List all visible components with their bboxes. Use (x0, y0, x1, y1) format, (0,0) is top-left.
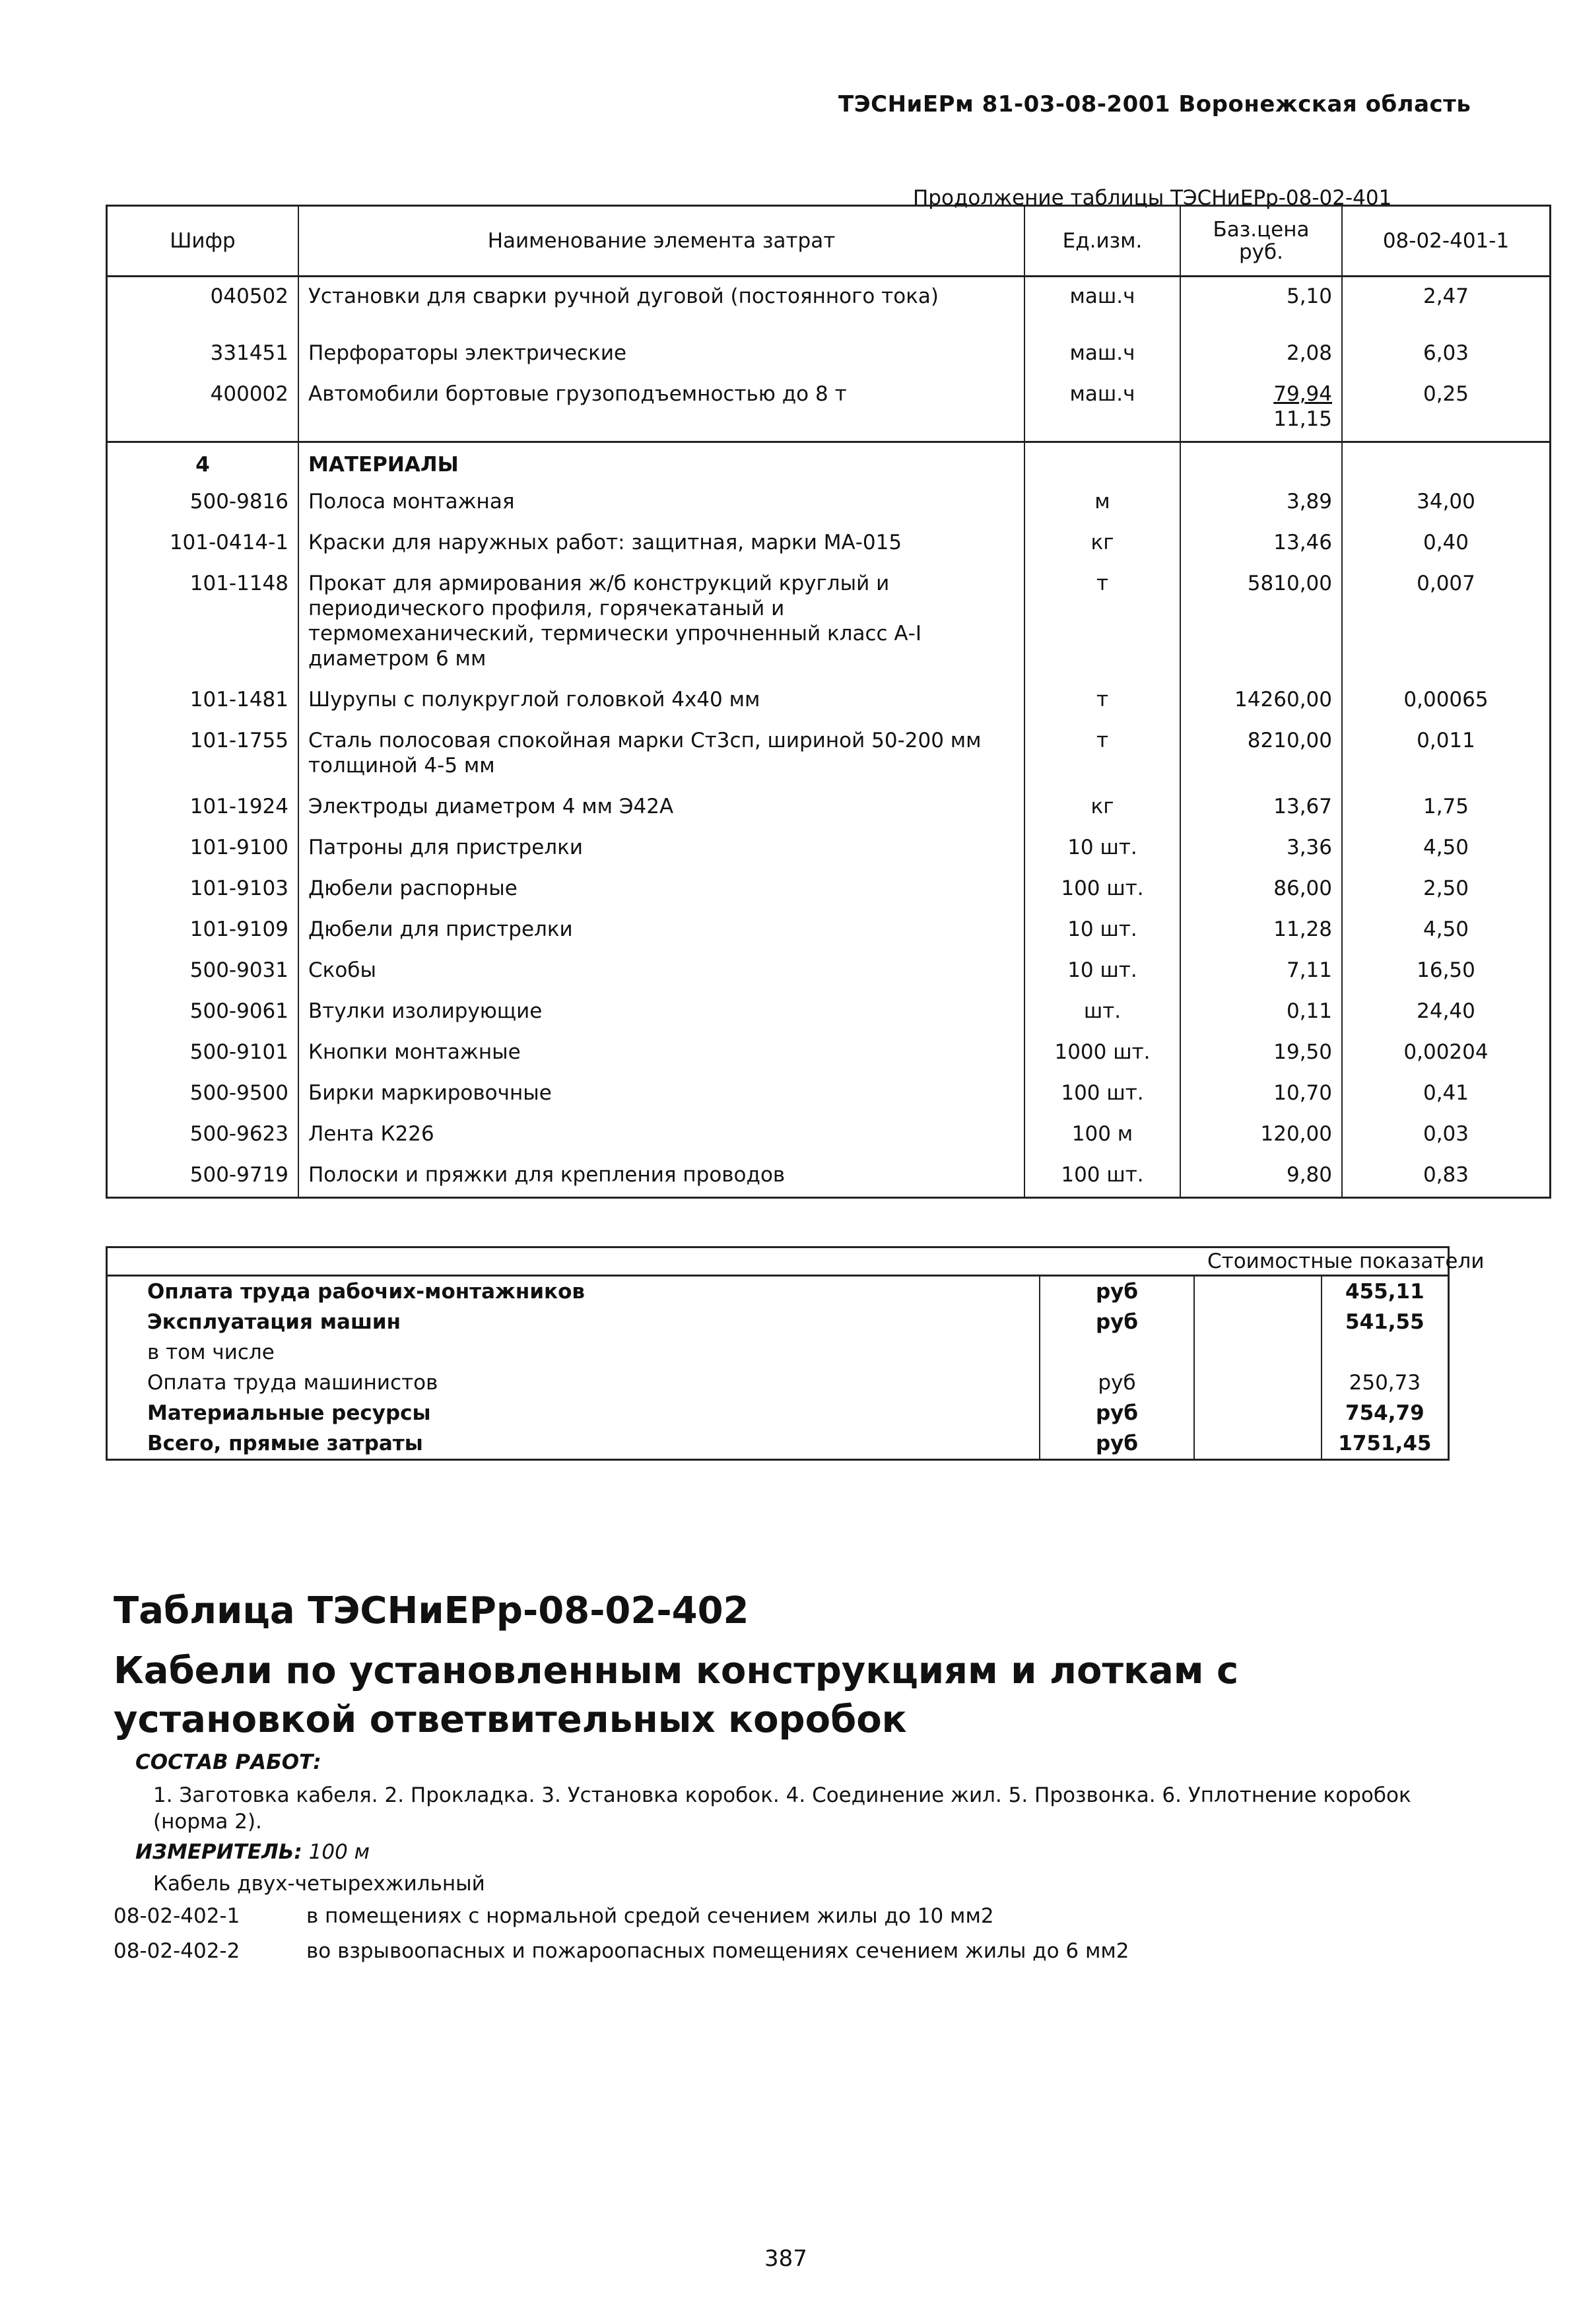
measure-value: 100 м (308, 1840, 370, 1864)
list-item (114, 1939, 1129, 1963)
list-item (114, 1904, 994, 1928)
row-norm: 0,25 (1342, 375, 1551, 442)
summary-unit (1040, 1337, 1194, 1368)
summary-row (107, 1398, 1449, 1428)
row-price: 13,46 (1180, 523, 1342, 564)
col-name-header: Наименование элемента затрат (298, 206, 1024, 277)
row-price: 3,89 (1180, 482, 1342, 523)
row-name: Установки для сварки ручной дуговой (постоянного тока) (298, 277, 1024, 319)
row-code: 101-1481 (107, 681, 299, 721)
row-price: 11,28 (1180, 910, 1342, 951)
table-row (107, 318, 1551, 375)
row-name: Полоса монтажная (298, 482, 1024, 523)
row-unit: 100 шт. (1024, 869, 1180, 910)
summary-row (107, 1307, 1449, 1337)
summary-label: Эксплуатация машин (107, 1307, 1040, 1337)
row-code: 101-1924 (107, 787, 299, 828)
row-price: 10,70 (1180, 1074, 1342, 1115)
row-norm: 6,03 (1342, 318, 1551, 375)
continuation-caption: Продолжение таблицы ТЭСНиЕРр-08-02-401 (913, 186, 1392, 210)
table-row (107, 375, 1551, 442)
row-code: 500-9816 (107, 482, 299, 523)
summary-label: Всего, прямые затраты (107, 1428, 1040, 1460)
measure-label: ИЗМЕРИТЕЛЬ: (135, 1840, 302, 1864)
row-name: Сталь полосовая спокойная марки Ст3сп, шириной 50-200 мм толщиной 4-5 мм (298, 721, 1024, 787)
measure-line (135, 1840, 370, 1864)
table-row (107, 992, 1551, 1033)
section-number: 4 (107, 442, 299, 483)
summary-caption-row (107, 1247, 1449, 1276)
table-row (107, 1156, 1551, 1198)
row-price: 9,80 (1180, 1156, 1342, 1198)
row-price: 8210,00 (1180, 721, 1342, 787)
table-row (107, 787, 1551, 828)
item-code: 08-02-402-2 (114, 1939, 240, 1963)
row-price: 19,50 (1180, 1033, 1342, 1074)
row-price: 120,00 (1180, 1115, 1342, 1156)
summary-unit: руб (1040, 1307, 1194, 1337)
table-row (107, 1033, 1551, 1074)
row-price: 86,00 (1180, 869, 1342, 910)
row-unit: кг (1024, 787, 1180, 828)
col-unit-header: Ед.изм. (1024, 206, 1180, 277)
summary-value (1322, 1337, 1449, 1368)
row-code: 500-9623 (107, 1115, 299, 1156)
row-norm: 0,40 (1342, 523, 1551, 564)
row-name: Электроды диаметром 4 мм Э42А (298, 787, 1024, 828)
row-norm: 24,40 (1342, 992, 1551, 1033)
summary-label: Материальные ресурсы (107, 1398, 1040, 1428)
table-row (107, 1115, 1551, 1156)
works-label: СОСТАВ РАБОТ: (135, 1750, 321, 1774)
row-name: Кнопки монтажные (298, 1033, 1024, 1074)
row-name: Дюбели для пристрелки (298, 910, 1024, 951)
row-norm: 2,50 (1342, 869, 1551, 910)
row-code: 500-9061 (107, 992, 299, 1033)
row-unit: т (1024, 564, 1180, 681)
row-norm: 34,00 (1342, 482, 1551, 523)
summary-row (107, 1428, 1449, 1460)
summary-label: Оплата труда машинистов (107, 1368, 1040, 1398)
row-unit: 100 шт. (1024, 1074, 1180, 1115)
row-norm: 0,007 (1342, 564, 1551, 681)
row-price: 3,36 (1180, 828, 1342, 869)
row-norm: 1,75 (1342, 787, 1551, 828)
row-name: Патроны для пристрелки (298, 828, 1024, 869)
row-code: 101-9103 (107, 869, 299, 910)
row-norm: 4,50 (1342, 828, 1551, 869)
table-row (107, 1074, 1551, 1115)
row-price: 13,67 (1180, 787, 1342, 828)
row-price: 14260,00 (1180, 681, 1342, 721)
row-norm: 0,03 (1342, 1115, 1551, 1156)
table-row (107, 482, 1551, 523)
row-name: Перфораторы электрические (298, 318, 1024, 375)
row-unit: 1000 шт. (1024, 1033, 1180, 1074)
row-code: 101-1755 (107, 721, 299, 787)
table-row (107, 951, 1551, 992)
row-price: 0,11 (1180, 992, 1342, 1033)
row-code: 040502 (107, 277, 299, 319)
row-code: 101-1148 (107, 564, 299, 681)
table-row (107, 523, 1551, 564)
row-price: 7,11 (1180, 951, 1342, 992)
col-norm-header: 08-02-401-1 (1342, 206, 1551, 277)
table-row (107, 721, 1551, 787)
row-code: 500-9101 (107, 1033, 299, 1074)
row-name: Шурупы с полукруглой головкой 4х40 мм (298, 681, 1024, 721)
table-subtitle: Кабели по установленным конструкциям и лоткам с установкой ответвительных коробок (114, 1649, 1239, 1741)
summary-row (107, 1276, 1449, 1308)
row-name: Полоски и пряжки для крепления проводов (298, 1156, 1024, 1198)
row-unit: маш.ч (1024, 375, 1180, 442)
summary-label: в том числе (107, 1337, 1040, 1368)
row-price-secondary: 11,15 (1273, 407, 1332, 431)
row-name: Бирки маркировочные (298, 1074, 1024, 1115)
summary-value: 1751,45 (1322, 1428, 1449, 1460)
works-list: 1. Заготовка кабеля. 2. Прокладка. 3. Установка коробок. 4. Соединение жил. 5. Прозвонка. 6. Уплотнение коробок (норма 2). (153, 1783, 1411, 1834)
row-unit: шт. (1024, 992, 1180, 1033)
row-unit: 10 шт. (1024, 910, 1180, 951)
row-code: 101-9109 (107, 910, 299, 951)
summary-unit: руб (1040, 1428, 1194, 1460)
row-norm: 0,00065 (1342, 681, 1551, 721)
item-text: в помещениях с нормальной средой сечением жилы до 10 мм2 (306, 1904, 994, 1928)
row-unit: 10 шт. (1024, 828, 1180, 869)
table-row (107, 681, 1551, 721)
section-row (107, 442, 1551, 483)
row-price: 5810,00 (1180, 564, 1342, 681)
table-header-row (107, 206, 1551, 277)
row-name: Автомобили бортовые грузоподъемностью до 8 т (298, 375, 1024, 442)
row-code: 500-9031 (107, 951, 299, 992)
summary-value: 455,11 (1322, 1276, 1449, 1308)
col-price-header: Баз.цена руб. (1180, 206, 1342, 277)
row-norm: 0,83 (1342, 1156, 1551, 1198)
row-norm: 0,011 (1342, 721, 1551, 787)
row-code: 500-9719 (107, 1156, 299, 1198)
summary-unit: руб (1040, 1398, 1194, 1428)
row-price: 2,08 (1180, 318, 1342, 375)
row-norm: 16,50 (1342, 951, 1551, 992)
row-price-cell (1180, 375, 1342, 442)
section-title: МАТЕРИАЛЫ (298, 442, 1024, 483)
row-code: 101-0414-1 (107, 523, 299, 564)
row-unit: кг (1024, 523, 1180, 564)
row-unit: маш.ч (1024, 277, 1180, 319)
row-price: 5,10 (1180, 277, 1342, 319)
row-code: 500-9500 (107, 1074, 299, 1115)
row-unit: 10 шт. (1024, 951, 1180, 992)
row-unit: 100 шт. (1024, 1156, 1180, 1198)
row-code: 331451 (107, 318, 299, 375)
summary-value: 541,55 (1322, 1307, 1449, 1337)
page-number: 387 (764, 2245, 807, 2272)
row-name: Прокат для армирования ж/б конструкций круглый и периодического профиля, горячекатаный и термомеханический, термически упрочненный класс А-I диаметром 6 мм (298, 564, 1024, 681)
row-unit: т (1024, 721, 1180, 787)
row-name: Краски для наружных работ: защитная, марки МА-015 (298, 523, 1024, 564)
summary-row (107, 1368, 1449, 1398)
item-text: во взрывоопасных и пожароопасных помещениях сечением жилы до 6 мм2 (306, 1939, 1129, 1963)
table-row (107, 564, 1551, 681)
summary-caption: Стоимостные показатели (1194, 1247, 1449, 1276)
row-norm: 4,50 (1342, 910, 1551, 951)
table-row (107, 910, 1551, 951)
row-code: 101-9100 (107, 828, 299, 869)
table-row (107, 869, 1551, 910)
row-norm: 0,41 (1342, 1074, 1551, 1115)
page-header: ТЭСНиЕРм 81-03-08-2001 Воронежская область (838, 91, 1471, 117)
summary-row (107, 1337, 1449, 1368)
row-unit: т (1024, 681, 1180, 721)
summary-label: Оплата труда рабочих-монтажников (107, 1276, 1040, 1308)
row-name: Дюбели распорные (298, 869, 1024, 910)
cable-type: Кабель двух-четырехжильный (153, 1872, 485, 1896)
table-title: Таблица ТЭСНиЕРр-08-02-402 (114, 1589, 749, 1632)
row-code: 400002 (107, 375, 299, 442)
row-name: Втулки изолирующие (298, 992, 1024, 1033)
summary-value: 754,79 (1322, 1398, 1449, 1428)
row-norm: 2,47 (1342, 277, 1551, 319)
summary-unit: руб (1040, 1276, 1194, 1308)
row-unit: м (1024, 482, 1180, 523)
row-name: Лента К226 (298, 1115, 1024, 1156)
row-price: 79,94 (1273, 382, 1332, 406)
row-unit: маш.ч (1024, 318, 1180, 375)
summary-unit: руб (1040, 1368, 1194, 1398)
row-norm: 0,00204 (1342, 1033, 1551, 1074)
resources-table (106, 205, 1551, 1199)
cost-summary-table (106, 1246, 1485, 1461)
item-code: 08-02-402-1 (114, 1904, 240, 1928)
row-name: Скобы (298, 951, 1024, 992)
summary-value: 250,73 (1322, 1368, 1449, 1398)
col-code-header: Шифр (107, 206, 299, 277)
table-row (107, 277, 1551, 319)
table-row (107, 828, 1551, 869)
row-unit: 100 м (1024, 1115, 1180, 1156)
